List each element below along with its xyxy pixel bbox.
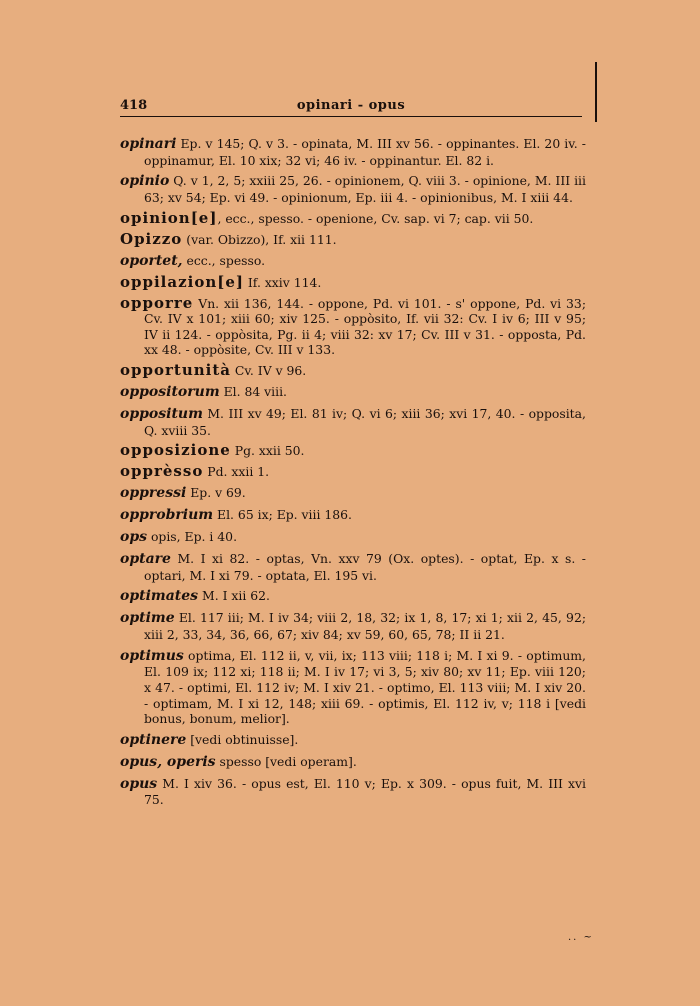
entry-headword: opinari — [120, 136, 177, 152]
entry-body: Pg. xxii 50. — [230, 443, 305, 459]
dictionary-entry — [120, 363, 586, 379]
entry-body: [vedi obtinuisse]. — [186, 732, 299, 748]
entry-headword: Opizzo — [120, 229, 183, 248]
entry-body: spesso [vedi operam]. — [215, 753, 357, 769]
dictionary-entry — [120, 754, 586, 771]
entry-headword: oppressi — [120, 485, 187, 502]
entry-body: (var. Obizzo), If. xii 111. — [182, 231, 337, 247]
entry-body: M. I xii 62. — [198, 588, 270, 604]
entry-headword: opporre — [120, 293, 194, 312]
dictionary-entry — [120, 272, 586, 291]
corner-mark: .. ~ — [568, 932, 594, 943]
dictionary-entry — [120, 529, 586, 546]
dictionary-entry — [120, 732, 586, 749]
dictionary-entry — [120, 648, 586, 727]
dictionary-entry — [120, 406, 586, 438]
dictionary-entry — [120, 443, 586, 459]
dictionary-entry — [120, 208, 586, 227]
entry-headword: opprobrium — [120, 507, 214, 524]
dictionary-entry — [120, 610, 586, 642]
dictionary-entry — [120, 588, 586, 605]
entry-headword: optime — [120, 610, 175, 627]
dictionary-entry — [120, 384, 586, 401]
entry-headword: optimates — [120, 588, 199, 605]
entry-body: El. 117 iii; M. I iv 34; viii 2, 18, 32; ix 1, 8, 17; xi 1; xii 2, 45, 92; xiii 2, 33, 34, 36, 66, 67; xiv 84; xv 59, 60, 65, 78; II ii 21. — [144, 610, 586, 642]
page-number: 418 — [120, 98, 148, 113]
entry-headword: optare — [120, 550, 171, 567]
entry-headword: ops — [120, 529, 148, 546]
entry-body: Vn. xii 136, 144. - oppone, Pd. vi 101. - s' oppone, Pd. vi 33; Cv. IV x 101; xiii 60; xiv 125. - oppòsito, If. vii 32: Cv. I iv 6; III v 95; IV ii 124. - oppòsita, Pg. ii 4; viii 32: xv 17; Cv. III v 31. - opposta, Pd. xx 48. - oppòsite, Cv. III v 133. — [144, 295, 586, 358]
dictionary-entries — [120, 136, 586, 813]
entry-body: Cv. IV v 96. — [230, 363, 307, 379]
entry-headword: oppositorum — [120, 384, 220, 401]
entry-headword: opportunità — [120, 361, 231, 380]
entry-body: Pd. xxii 1. — [203, 464, 270, 480]
dictionary-entry — [120, 485, 586, 502]
entry-body: Ep. v 145; Q. v 3. - opinata, M. III xv 56. - oppinantes. El. 20 iv. - oppinamur, El. 10 xix; 32 vi; 46 iv. - oppinantur. El. 82 i. — [144, 136, 586, 168]
entry-body: If. xxiv 114. — [243, 274, 322, 290]
entry-body: Ep. v 69. — [186, 485, 246, 501]
entry-body: , ecc., spesso. - openione, Cv. sap. vi 7; cap. vii 50. — [217, 210, 534, 226]
entry-body: ecc., spesso. — [182, 252, 266, 268]
entry-headword: opprèsso — [120, 462, 204, 481]
entry-headword: oportet, — [120, 252, 183, 269]
entry-body: optima, El. 112 ii, v, vii, ix; 113 viii; 118 i; M. I xi 9. - optimum, El. 109 ix; 112 xi; 118 ii; M. I iv 17; vi 3, 5; xiv 80; xv 11; Ep. viii 120; x 47. - optimi, El. 112 iv; M. I xiv 21. - optimo, El. 113 viii; M. I xiv 20. - optimam, M. I xi 12, 148; xiii 69. - optimis, El. 112 iv, v; 118 i [vedi bonus, bonum, melior]. — [144, 647, 586, 727]
entry-body: Q. v 1, 2, 5; xxiii 25, 26. - opinionem, Q. viii 3. - opinione, M. III iii 63; xv 54; Ep. vi 49. - opinionum, Ep. iii 4. - opinionibus, M. I xiii 44. — [144, 173, 586, 206]
dictionary-entry — [120, 253, 586, 270]
entry-headword: oppilazion[e] — [120, 272, 244, 291]
entry-headword: oppositum — [120, 405, 203, 422]
dictionary-entry — [120, 229, 586, 248]
entry-body: El. 84 viii. — [219, 384, 287, 400]
dictionary-entry — [120, 551, 586, 583]
dictionary-entry — [120, 464, 586, 480]
dictionary-entry — [120, 507, 586, 524]
entry-body: M. I xiv 36. - opus est, El. 110 v; Ep. x 309. - opus fuit, M. III xvi 75. — [144, 775, 586, 808]
entry-headword: opinio — [120, 173, 170, 190]
margin-rule — [595, 62, 597, 122]
dictionary-entry — [120, 173, 586, 205]
entry-headword: optinere — [120, 732, 187, 749]
entry-headword: opposizione — [120, 441, 231, 460]
entry-body: M. III xv 49; El. 81 iv; Q. vi 6; xiii 36; xvi 17, 40. - opposita, Q. xviii 35. — [144, 405, 586, 438]
entry-body: El. 65 ix; Ep. viii 186. — [213, 507, 352, 523]
entry-body: M. I xi 82. - optas, Vn. xxv 79 (Ox. optes). - optat, Ep. x s. - optari, M. I xi 79. - optata, El. 195 vi. — [144, 550, 586, 583]
dictionary-entry — [120, 293, 586, 358]
entry-headword: optimus — [120, 647, 184, 664]
running-head: opinari - opus — [296, 98, 406, 113]
entry-headword: opus, operis — [120, 753, 216, 770]
dictionary-entry — [120, 776, 586, 808]
dictionary-entry — [120, 136, 586, 168]
entry-headword: opus — [120, 775, 158, 792]
page-header — [120, 96, 582, 117]
entry-body: opis, Ep. i 40. — [147, 529, 238, 545]
entry-headword: opinion[e] — [120, 208, 218, 227]
